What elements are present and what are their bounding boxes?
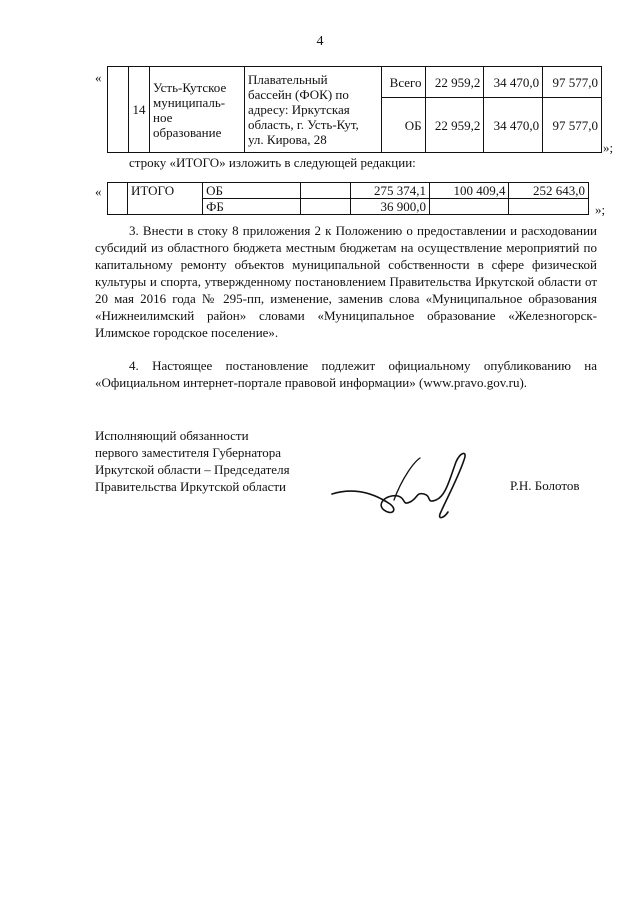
value-cell: 36 900,0 [350,199,429,215]
funding-type: ОБ [203,183,301,199]
value-cell: 34 470,0 [484,67,543,98]
paragraph-4-text: 4. Настоящее постановление подлежит официальному опубликованию на «Официальном интернет-портале правовой информации» (www.pravo.gov.ru). [95,358,597,390]
paragraph-3-text: 3. Внести в стоку 8 приложения 2 к Положению о предоставлении и расходовании субсидий из областного бюджета местным бюджетам на осуществление мероприятий по капитальному ремонту объектов муниципальной собственности в сфере физической культуры и спорта, утвержденному постановлением Правительства Иркутской области от 20 мая 2016 года № 295-пп, изменение, заменив слова «Муниципальное образования «Нижнеилимский район» словами «Муниципальное образование «Железногорск-Илимское городское поселение». [95,223,597,340]
value-cell: 22 959,2 [425,98,484,153]
municipality-line: муниципаль- [153,94,226,110]
itogo-label: ИТОГО [128,183,203,215]
value-cell [430,199,509,215]
object-line: область, г. Усть-Кут, [248,117,359,132]
row-number: 14 [129,67,150,153]
signatory-title-line: Правительства Иркутской области [95,479,287,494]
signatory-title-line: Иркутской области – Председателя [95,462,290,477]
object-line: адресу: Иркутская [248,102,350,117]
open-quote: « [95,184,102,199]
object-line: Плавательный [248,72,328,87]
paragraph-3 [95,222,597,341]
amendment-row-table [107,66,602,153]
signatory-title-line: Исполняющий обязанности [95,428,249,443]
object-line: бассейн (ФОК) по [248,87,349,102]
value-cell: 34 470,0 [484,98,543,153]
value-cell: 97 577,0 [543,67,602,98]
close-quote: »; [603,140,614,155]
close-quote: »; [595,202,606,217]
municipality-cell [150,67,245,153]
municipality-line: ное [153,109,173,125]
value-cell: 22 959,2 [425,67,484,98]
funding-type: ФБ [203,199,301,215]
value-cell: 100 409,4 [430,183,509,199]
value-cell [509,199,589,215]
funding-type: Всего [382,67,426,98]
funding-type: ОБ [382,98,426,153]
municipality-line: Усть-Кутское [153,79,227,95]
signatory-title [95,427,290,495]
object-line: ул. Кирова, 28 [248,132,327,147]
open-quote: « [95,70,102,85]
itogo-table [107,182,589,215]
municipality-line: образование [153,124,222,140]
paragraph-4 [95,357,597,391]
signatory-title-line: первого заместителя Губернатора [95,445,282,460]
value-cell: 275 374,1 [350,183,429,199]
object-cell [245,67,382,153]
value-cell: 252 643,0 [509,183,589,199]
signatory-name: Р.Н. Болотов [510,478,580,493]
handwritten-signature [328,448,478,523]
value-cell: 97 577,0 [543,98,602,153]
itogo-intro: строку «ИТОГО» изложить в следующей редакции: [129,155,416,170]
page-number: 4 [316,34,324,49]
